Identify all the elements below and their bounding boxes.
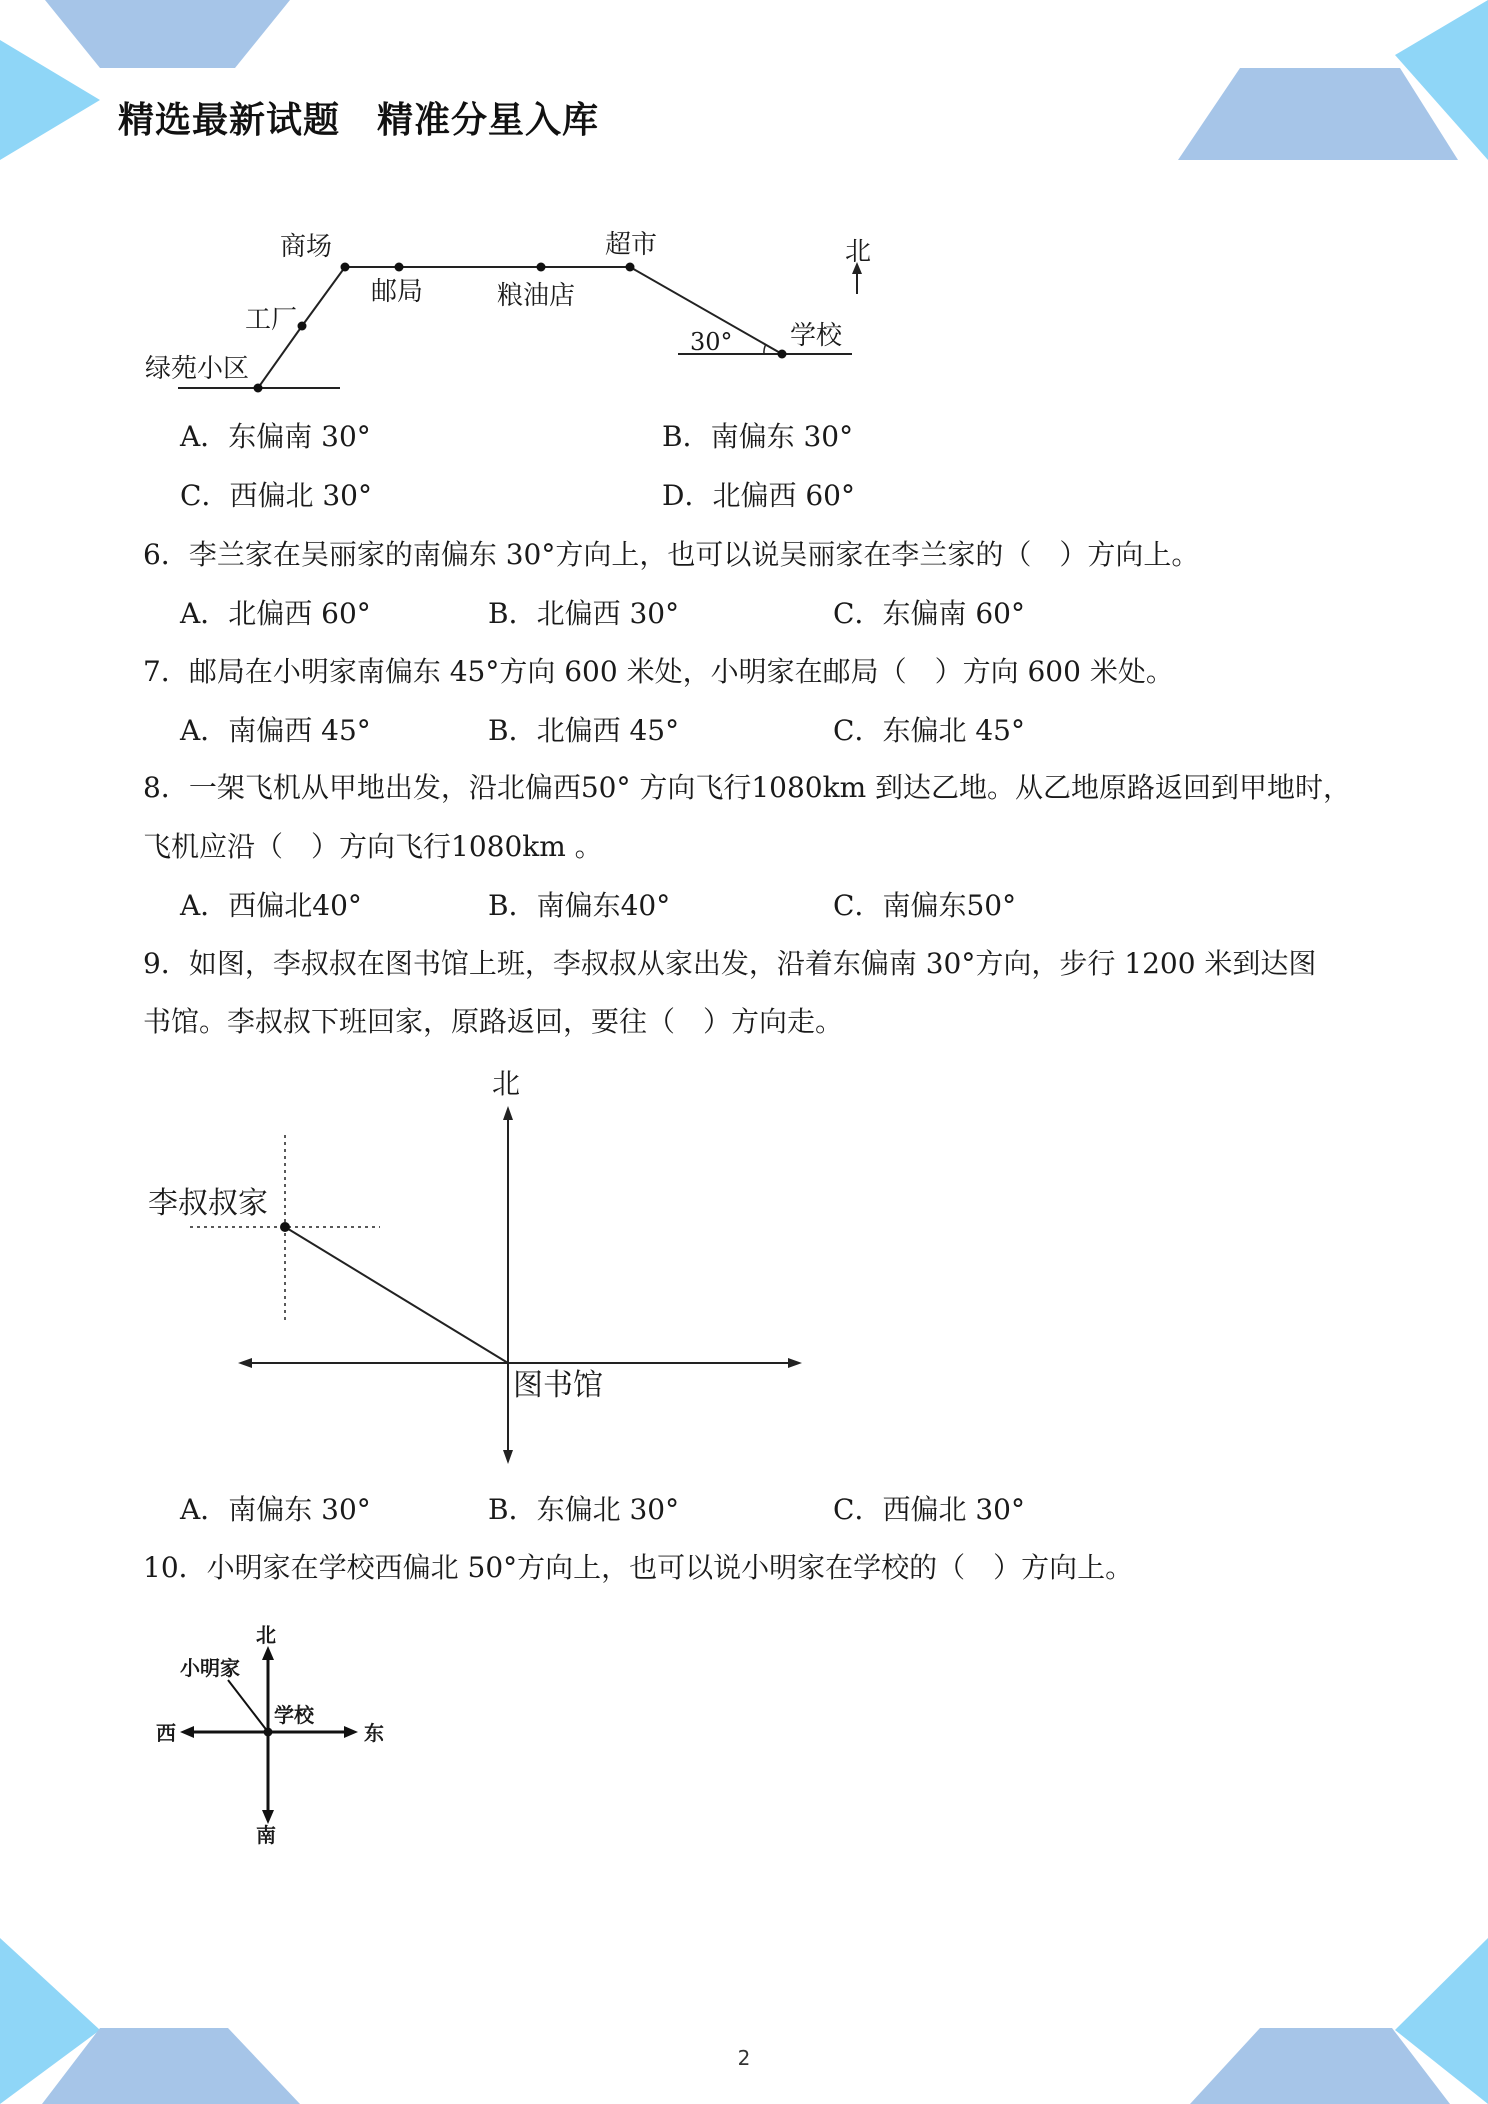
q9-option-b[interactable]: B．东偏北 30°: [488, 1493, 680, 1526]
label-north: 北: [845, 237, 872, 267]
north-arrow-head: [503, 1106, 513, 1120]
library-direction-diagram: [0, 1060, 820, 1480]
label-home: 李叔叔家: [148, 1186, 268, 1221]
point-school: [778, 350, 787, 359]
q6-question: 6．李兰家在吴丽家的南偏东 30°方向上，也可以说吴丽家在李兰家的（ ）方向上。: [143, 538, 1200, 571]
q9-question-line1: 9．如图，李叔叔在图书馆上班，李叔叔从家出发，沿着东偏南 30°方向，步行 1200 米到达图: [143, 947, 1317, 980]
q7-question: 7．邮局在小明家南偏东 45°方向 600 米处，小明家在邮局（ ）方向 600 米处。: [143, 655, 1174, 688]
route-map-diagram: [0, 220, 900, 410]
point-post-office: [395, 263, 404, 272]
point-supermarket: [626, 263, 635, 272]
label-school: 学校: [790, 321, 843, 351]
q7-option-a[interactable]: A．南偏西 45°: [180, 714, 371, 747]
page-number: 2: [737, 2046, 751, 2070]
label-west: 西: [156, 1721, 176, 1745]
label-supermarket: 超市: [605, 230, 658, 260]
point-factory: [298, 322, 307, 331]
school-direction-diagram: [0, 1610, 420, 1850]
route-line: [285, 1227, 508, 1363]
q6-option-c[interactable]: C．东偏南 60°: [833, 597, 1025, 630]
q8-option-b[interactable]: B．南偏东40°: [488, 889, 671, 922]
label-south: 南: [256, 1823, 276, 1847]
point-grain-store: [537, 263, 546, 272]
point-community: [254, 384, 263, 393]
label-angle: 30°: [690, 328, 733, 356]
school-point: [264, 1728, 273, 1737]
label-school: 学校: [274, 1703, 314, 1727]
q6-option-a[interactable]: A．北偏西 60°: [180, 597, 371, 630]
q7-option-b[interactable]: B．北偏西 45°: [488, 714, 680, 747]
angle-arc: [764, 344, 766, 354]
q5-option-b[interactable]: B．南偏东 30°: [662, 420, 854, 453]
label-home: 小明家: [180, 1656, 240, 1680]
q9-option-c[interactable]: C．西偏北 30°: [833, 1493, 1025, 1526]
q8-option-c[interactable]: C．南偏东50°: [833, 889, 1017, 922]
q9-question-line2: 书馆。李叔叔下班回家，原路返回，要往（ ）方向走。: [143, 1005, 844, 1038]
header-title: 精选最新试题 精准分星入库: [118, 100, 600, 141]
q5-option-a[interactable]: A．东偏南 30°: [180, 420, 371, 453]
label-post-office: 邮局: [371, 277, 424, 307]
label-community: 绿苑小区: [145, 354, 250, 384]
label-north: 北: [256, 1623, 276, 1647]
q6-option-b[interactable]: B．北偏西 30°: [488, 597, 680, 630]
deco-top-left-triangle: [0, 40, 100, 160]
west-arrow-head: [180, 1726, 194, 1738]
east-arrow-head: [788, 1358, 802, 1368]
q5-option-d[interactable]: D．北偏西 60°: [662, 479, 855, 512]
home-point: [280, 1222, 290, 1232]
deco-top-left-trapezoid: [45, 0, 290, 68]
label-east: 东: [364, 1721, 384, 1745]
q10-question: 10．小明家在学校西偏北 50°方向上，也可以说小明家在学校的（ ）方向上。: [143, 1551, 1134, 1584]
deco-top-right-trapezoid: [1178, 68, 1458, 160]
q9-option-a[interactable]: A．南偏东 30°: [180, 1493, 371, 1526]
q8-option-a[interactable]: A．西偏北40°: [180, 889, 362, 922]
q7-option-c[interactable]: C．东偏北 45°: [833, 714, 1025, 747]
q8-question-line2: 飞机应沿（ ）方向飞行1080km 。: [143, 830, 603, 863]
east-arrow-head: [344, 1726, 358, 1738]
point-mall: [341, 263, 350, 272]
west-arrow-head: [238, 1358, 252, 1368]
south-arrow-head: [503, 1450, 513, 1464]
label-factory: 工厂: [245, 305, 298, 335]
q5-option-c[interactable]: C．西偏北 30°: [180, 479, 372, 512]
south-arrow-head: [262, 1810, 274, 1824]
label-grain-store: 粮油店: [497, 281, 576, 311]
label-north: 北: [492, 1067, 521, 1100]
q8-question-line1: 8．一架飞机从甲地出发，沿北偏西50° 方向飞行1080km 到达乙地。从乙地原路返回到甲地时，: [143, 771, 1352, 804]
label-mall: 商场: [280, 232, 333, 262]
north-arrow-head: [262, 1646, 274, 1660]
home-direction-line: [228, 1680, 268, 1732]
label-library: 图书馆: [513, 1368, 603, 1403]
